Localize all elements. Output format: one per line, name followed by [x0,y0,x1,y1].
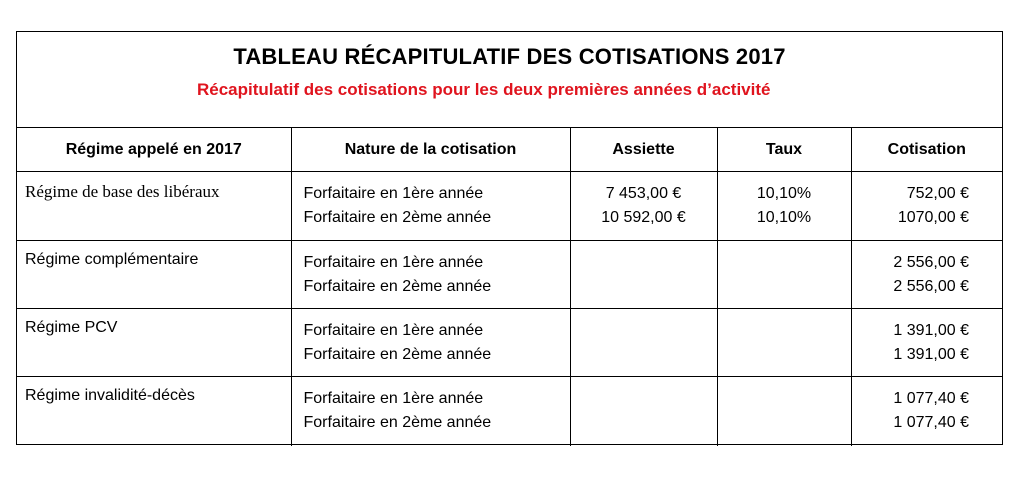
nature-line: Forfaitaire en 2ème année [303,278,492,295]
assiette-cell [570,309,717,377]
nature-cell [291,241,570,309]
regime-cell: Régime de base des libéraux [25,182,220,201]
cotisation-cell [851,309,1002,377]
header-nature: Nature de la cotisation [291,128,570,172]
taux-cell [717,309,851,377]
nature-line: Forfaitaire en 2ème année [303,209,492,226]
nature-line: Forfaitaire en 1ère année [303,390,484,407]
cotisation-line: 752,00 € [906,185,969,202]
taux-cell [717,172,851,241]
nature-cell [291,309,570,377]
table-row [17,241,1002,309]
taux-line: 10,10% [756,185,812,202]
assiette-line: 10 592,00 € [601,209,686,226]
cotisation-line: 1070,00 € [897,209,969,226]
cotisation-line: 2 556,00 € [893,254,969,271]
nature-line: Forfaitaire en 1ère année [303,322,484,339]
header-taux: Taux [717,128,851,172]
regime-cell: Régime invalidité-décès [17,377,291,446]
header-cotisation: Cotisation [851,128,1002,172]
table-header-row [17,128,1002,172]
regime-cell: Régime PCV [17,309,291,377]
assiette-cell [570,377,717,446]
cotisation-line: 1 077,40 € [893,390,969,407]
cotisation-line: 1 077,40 € [893,414,969,431]
nature-line: Forfaitaire en 2ème année [303,414,492,431]
nature-line: Forfaitaire en 1ère année [303,254,484,271]
table-row [17,309,1002,377]
page-subtitle: Récapitulatif des cotisations pour les deux premières années d’activité [197,80,771,99]
nature-line: Forfaitaire en 1ère année [303,185,484,202]
nature-cell [291,377,570,446]
regime-cell: Régime complémentaire [17,241,291,309]
header-regime: Régime appelé en 2017 [17,128,291,172]
header-assiette: Assiette [570,128,717,172]
nature-cell [291,172,570,241]
cotisation-cell [851,377,1002,446]
cotisation-line: 1 391,00 € [893,322,969,339]
taux-cell [717,241,851,309]
cotisation-line: 2 556,00 € [893,278,969,295]
taux-cell [717,377,851,446]
assiette-cell [570,241,717,309]
table-row [17,172,1002,241]
assiette-cell [570,172,717,241]
page-title: TABLEAU RÉCAPITULATIF DES COTISATIONS 2017 [233,44,786,69]
cotisation-cell [851,172,1002,241]
assiette-line: 7 453,00 € [605,185,682,202]
cotisation-cell [851,241,1002,309]
taux-line: 10,10% [756,209,812,226]
contributions-table [17,128,1002,446]
nature-line: Forfaitaire en 2ème année [303,346,492,363]
title-block [17,32,1002,128]
table-row [17,377,1002,446]
cotisation-line: 1 391,00 € [893,346,969,363]
contributions-summary-sheet [16,31,1003,445]
